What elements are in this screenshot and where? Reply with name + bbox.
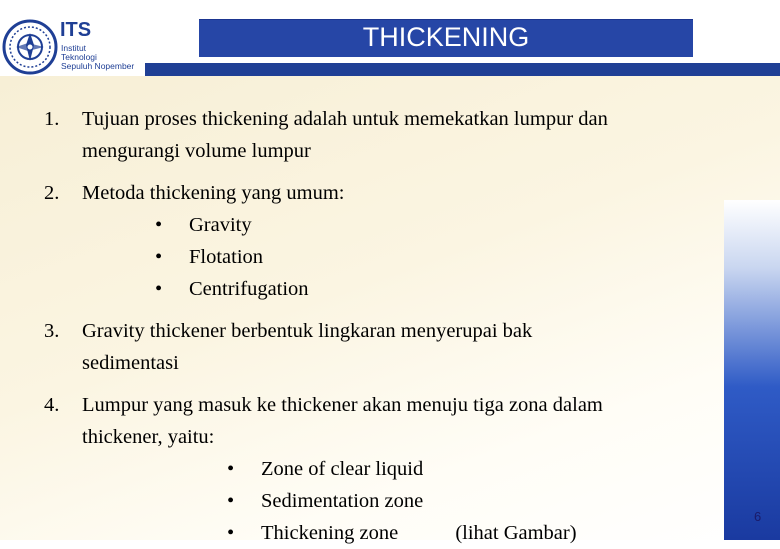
bullet-text: Gravity bbox=[189, 214, 252, 236]
bullet-text: Centrifugation bbox=[189, 278, 309, 300]
item-line: mengurangi volume lumpur bbox=[82, 140, 311, 162]
list-item bbox=[44, 103, 724, 167]
figure-reference: (lihat Gambar) bbox=[455, 522, 577, 544]
its-logo bbox=[2, 17, 145, 77]
item-line: thickener, yaitu: bbox=[82, 426, 215, 448]
bullet-item bbox=[82, 241, 724, 273]
item-number: 1. bbox=[44, 108, 60, 130]
bullet-icon: • bbox=[227, 522, 235, 544]
its-seal-icon bbox=[2, 19, 58, 75]
item-number: 4. bbox=[44, 394, 60, 416]
bullet-text: Zone of clear liquid bbox=[261, 458, 424, 480]
bullet-text: Sedimentation zone bbox=[261, 490, 424, 512]
item-line: Gravity thickener berbentuk lingkaran menyerupai bak bbox=[82, 320, 533, 342]
logo-line-3: Sepuluh Nopember bbox=[61, 61, 135, 71]
logo-its-text: ITS bbox=[60, 19, 92, 41]
bullet-icon: • bbox=[155, 278, 163, 300]
bullet-item bbox=[82, 517, 724, 549]
bullet-icon: • bbox=[227, 458, 235, 480]
bullet-item bbox=[82, 273, 724, 305]
bullet-text: Flotation bbox=[189, 246, 264, 268]
bullet-icon: • bbox=[155, 214, 163, 236]
content-list bbox=[44, 103, 724, 549]
list-item bbox=[44, 315, 724, 379]
item-number: 2. bbox=[44, 182, 60, 204]
logo-line-1: Institut bbox=[61, 43, 87, 53]
bullet-item bbox=[82, 209, 724, 241]
item-line: sedimentasi bbox=[82, 352, 179, 374]
item-line: Tujuan proses thickening adalah untuk memekatkan lumpur dan bbox=[82, 108, 608, 130]
bullet-text: Thickening zone bbox=[261, 522, 399, 544]
list-item bbox=[44, 177, 724, 305]
item-number: 3. bbox=[44, 320, 60, 342]
bullet-icon: • bbox=[227, 490, 235, 512]
list-item bbox=[44, 389, 724, 549]
header-bar bbox=[145, 63, 780, 76]
item-line: Lumpur yang masuk ke thickener akan menuju tiga zona dalam bbox=[82, 394, 603, 416]
header-white-corner bbox=[718, 0, 780, 63]
logo-line-2: Teknologi bbox=[61, 52, 97, 62]
bullet-item bbox=[82, 453, 724, 485]
bullet-icon: • bbox=[155, 246, 163, 268]
item-line: Metoda thickening yang umum: bbox=[82, 182, 345, 204]
page-number: 6 bbox=[754, 509, 762, 524]
right-decoration bbox=[724, 200, 780, 540]
bullet-item bbox=[82, 485, 724, 517]
slide-title: THICKENING bbox=[199, 19, 693, 57]
